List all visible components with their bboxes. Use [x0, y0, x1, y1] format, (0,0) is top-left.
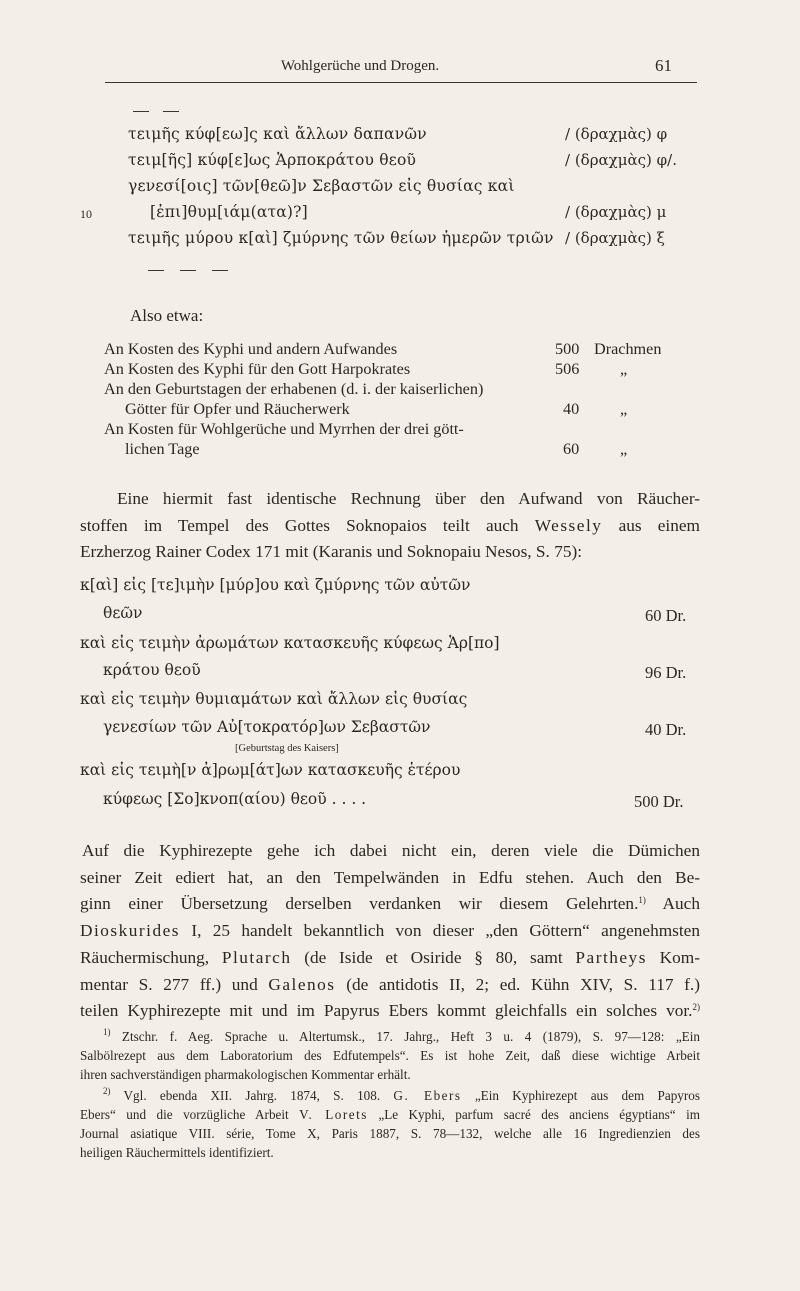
dash-mark: [180, 270, 196, 271]
author-name: Partheys: [575, 947, 647, 967]
text-run: Journal asiatique VIII. série, Tome X, Paris 1887, S. 78—132, welche alle 16 Ingredienzien des: [80, 1126, 700, 1141]
footnote-line: [80, 1143, 700, 1162]
body-paragraph: [80, 486, 700, 566]
author-name: Wessely: [534, 515, 603, 535]
greek-line: καὶ εἰς τειμὴν ἀρωμάτων κατασκευῆς κύφεως Ἁρ[πο]: [80, 634, 500, 652]
greek-line: κράτου θεοῦ: [103, 661, 201, 679]
dash-mark: [133, 111, 149, 112]
text-run: heiligen Räuchermittels identifiziert.: [80, 1145, 274, 1160]
greek-line: τειμῆς μύρου κ[αὶ] ζμύρνης τῶν θείων ἡμερῶν τριῶν: [128, 229, 554, 247]
greek-line: καὶ εἰς τειμὴ[ν ἀ]ρωμ[άτ]ων κατασκευῆς ἑτέρου: [80, 761, 461, 779]
greek-line: γενεσί[οις] τῶν[θεῶ]ν Σεβαστῶν εἰς θυσίας καὶ: [128, 177, 515, 195]
translation-row-amount: 500: [555, 340, 580, 358]
greek-amount: 500 Dr.: [634, 792, 684, 811]
footnote-mark-text: 1): [103, 1027, 111, 1037]
paragraph-line: [80, 972, 700, 999]
greek-line: [ἐπι]θυμ[ιάμ(ατα)?]: [150, 203, 308, 221]
text-run: Erzherzog Rainer Codex 171 mit (Karanis und Soknopaiu Nesos, S. 75):: [80, 542, 583, 562]
author-name: Plutarch: [221, 947, 292, 967]
footnote-ref[interactable]: 2): [692, 1002, 700, 1013]
author-name: Dioskurides: [80, 921, 181, 941]
text-run: Vgl. ebenda XII. Jahrg. 1874, S. 108.: [123, 1088, 381, 1103]
footnote-line: [80, 1105, 700, 1124]
text-run: I, 25 handelt bekanntlich von dieser „den Göttern“ angenehmsten: [180, 921, 700, 941]
text-run: stoffen im Tempel des Gottes Soknopaios teilt auch: [80, 515, 519, 535]
body-paragraph: [80, 838, 700, 1025]
greek-amount: 60 Dr.: [645, 606, 687, 625]
footnote-mark: [80, 1088, 111, 1103]
translation-row-amount: 506: [555, 360, 580, 378]
text-run: (de Iside et Osiride § 80, samt: [291, 947, 563, 967]
text-run: Kom-: [646, 947, 700, 967]
dash-mark: [148, 270, 164, 271]
text-run: „Le Kyphi, parfum sacré des anciens égyptians“ im: [378, 1107, 701, 1122]
paragraph-line: [80, 486, 700, 513]
translation-row-unit: „: [620, 360, 628, 378]
text-run: seiner Zeit ediert hat, an den Tempelwänden in Edfu stehen. Auch den Be-: [80, 867, 700, 887]
greek-line: κ[αὶ] εἰς [τε]ιμὴν [μύρ]ου καὶ ζμύρνης τῶν αὐτῶν: [80, 576, 471, 594]
paragraph-line: [80, 945, 700, 972]
greek-amount: / (δραχμὰς) ξ: [565, 229, 665, 247]
paragraph-line: [80, 513, 700, 540]
text-run: Eine hiermit fast identische Rechnung über den Aufwand von Räucher-: [117, 489, 700, 508]
author-name: V. Lorets: [299, 1107, 368, 1122]
text-run: aus einem: [618, 515, 700, 535]
greek-line: θεῶν: [103, 604, 143, 622]
translation-row-text: An Kosten für Wohlgerüche und Myrrhen der drei gött-: [104, 420, 464, 438]
paragraph-line: [80, 838, 700, 865]
translation-row-text: Götter für Opfer und Räucherwerk: [125, 400, 350, 418]
author-name: G. Ebers: [393, 1088, 462, 1103]
text-run: Räuchermischung,: [80, 947, 210, 967]
translation-row-text: An Kosten des Kyphi für den Gott Harpokrates: [104, 360, 411, 378]
paragraph-line: [80, 865, 700, 892]
footnote-line: [80, 1046, 700, 1065]
greek-line: καὶ εἰς τειμὴν θυμιαμάτων καὶ ἄλλων εἰς θυσίας: [80, 690, 468, 708]
translation-row-unit: Drachmen: [594, 340, 662, 358]
translation-row-unit: „: [620, 440, 628, 458]
translation-row-amount: 60: [563, 440, 580, 458]
greek-line: γενεσίων τῶν Αὐ[τοκρατόρ]ων Σεβαστῶν: [103, 718, 431, 736]
translation-row-unit: „: [620, 400, 628, 418]
footnote-2: [80, 1086, 700, 1162]
author-name: Galenos: [268, 974, 336, 994]
header-rule: [105, 82, 697, 83]
translation-row-amount: 40: [563, 400, 580, 418]
footnote-1: [80, 1027, 700, 1084]
greek-amount: / (δραχμὰς) φ/.: [565, 151, 677, 169]
footnote-line: [80, 1027, 700, 1046]
translation-intro: Also etwa:: [130, 306, 204, 325]
greek-amount: / (δραχμὰς) μ: [565, 203, 667, 221]
footnote-line: [80, 1086, 700, 1105]
greek-line: τειμῆς κύφ[εω]ς καὶ ἄλλων δαπανῶν: [128, 125, 427, 143]
greek-amount: / (δραχμὰς) φ: [565, 125, 668, 143]
page-number: 61: [655, 56, 672, 75]
running-header: Wohlgerüche und Drogen.: [280, 58, 440, 74]
paragraph-line: [80, 998, 700, 1025]
text-run: ginn einer Übersetzung derselben verdanken wir diesem Gelehrten.: [80, 894, 639, 914]
footnote-mark-text: 2): [103, 1086, 111, 1096]
paragraph-line: [80, 539, 700, 566]
paragraph-line: [80, 891, 700, 918]
paragraph-line: [80, 918, 700, 945]
greek-amount: 96 Dr.: [645, 663, 687, 682]
text-run: teilen Kyphirezepte mit und im Papyrus Ebers kommt gleichfalls ein solches vor.: [80, 1001, 693, 1021]
text-run: „Ein Kyphirezept aus dem Papyros: [474, 1088, 700, 1103]
greek-amount: 40 Dr.: [645, 720, 687, 739]
translation-row-text: An den Geburtstagen der erhabenen (d. i. der kaiserlichen): [104, 380, 484, 398]
text-run: Auch: [645, 894, 700, 914]
footnote-ref[interactable]: 1): [638, 895, 646, 906]
greek-line: τειμ[ῆς] κύφ[ε]ως Ἁρποκράτου θεοῦ: [128, 151, 417, 169]
text-run: (de antidotis II, 2; ed. Kühn XIV, S. 117 f.): [335, 974, 700, 994]
text-run: mentar S. 277 ff.) und: [80, 974, 258, 994]
text-run: Auf die Kyphirezepte gehe ich dabei nicht ein, deren viele die Dümichen: [82, 841, 700, 860]
editorial-note: [Geburtstag des Kaisers]: [235, 743, 339, 754]
text-run: Ebers“ und die vorzügliche Arbeit: [80, 1107, 289, 1122]
dash-mark: [163, 111, 179, 112]
line-number: 10: [80, 207, 92, 221]
dash-mark: [212, 270, 228, 271]
translation-row-text: lichen Tage: [125, 440, 200, 458]
footnote-mark: [80, 1029, 111, 1044]
greek-line: κύφεως [Σο]κνοπ(αίου) θεοῦ . . . .: [103, 790, 367, 808]
translation-row-text: An Kosten des Kyphi und andern Aufwandes: [104, 340, 398, 358]
footnote-line: [80, 1065, 700, 1084]
text-run: Salbölrezept aus dem Laboratorium des Edfutempels“. Es ist hohe Zeit, daß diese wichtige Arbeit: [80, 1048, 700, 1063]
text-run: ihren sachverständigen pharmakologischen Kommentar erhält.: [80, 1067, 411, 1082]
footnote-line: [80, 1124, 700, 1143]
text-run: Ztschr. f. Aeg. Sprache u. Altertumsk., 17. Jahrg., Heft 3 u. 4 (1879), S. 97—128: „Ein: [121, 1029, 700, 1044]
